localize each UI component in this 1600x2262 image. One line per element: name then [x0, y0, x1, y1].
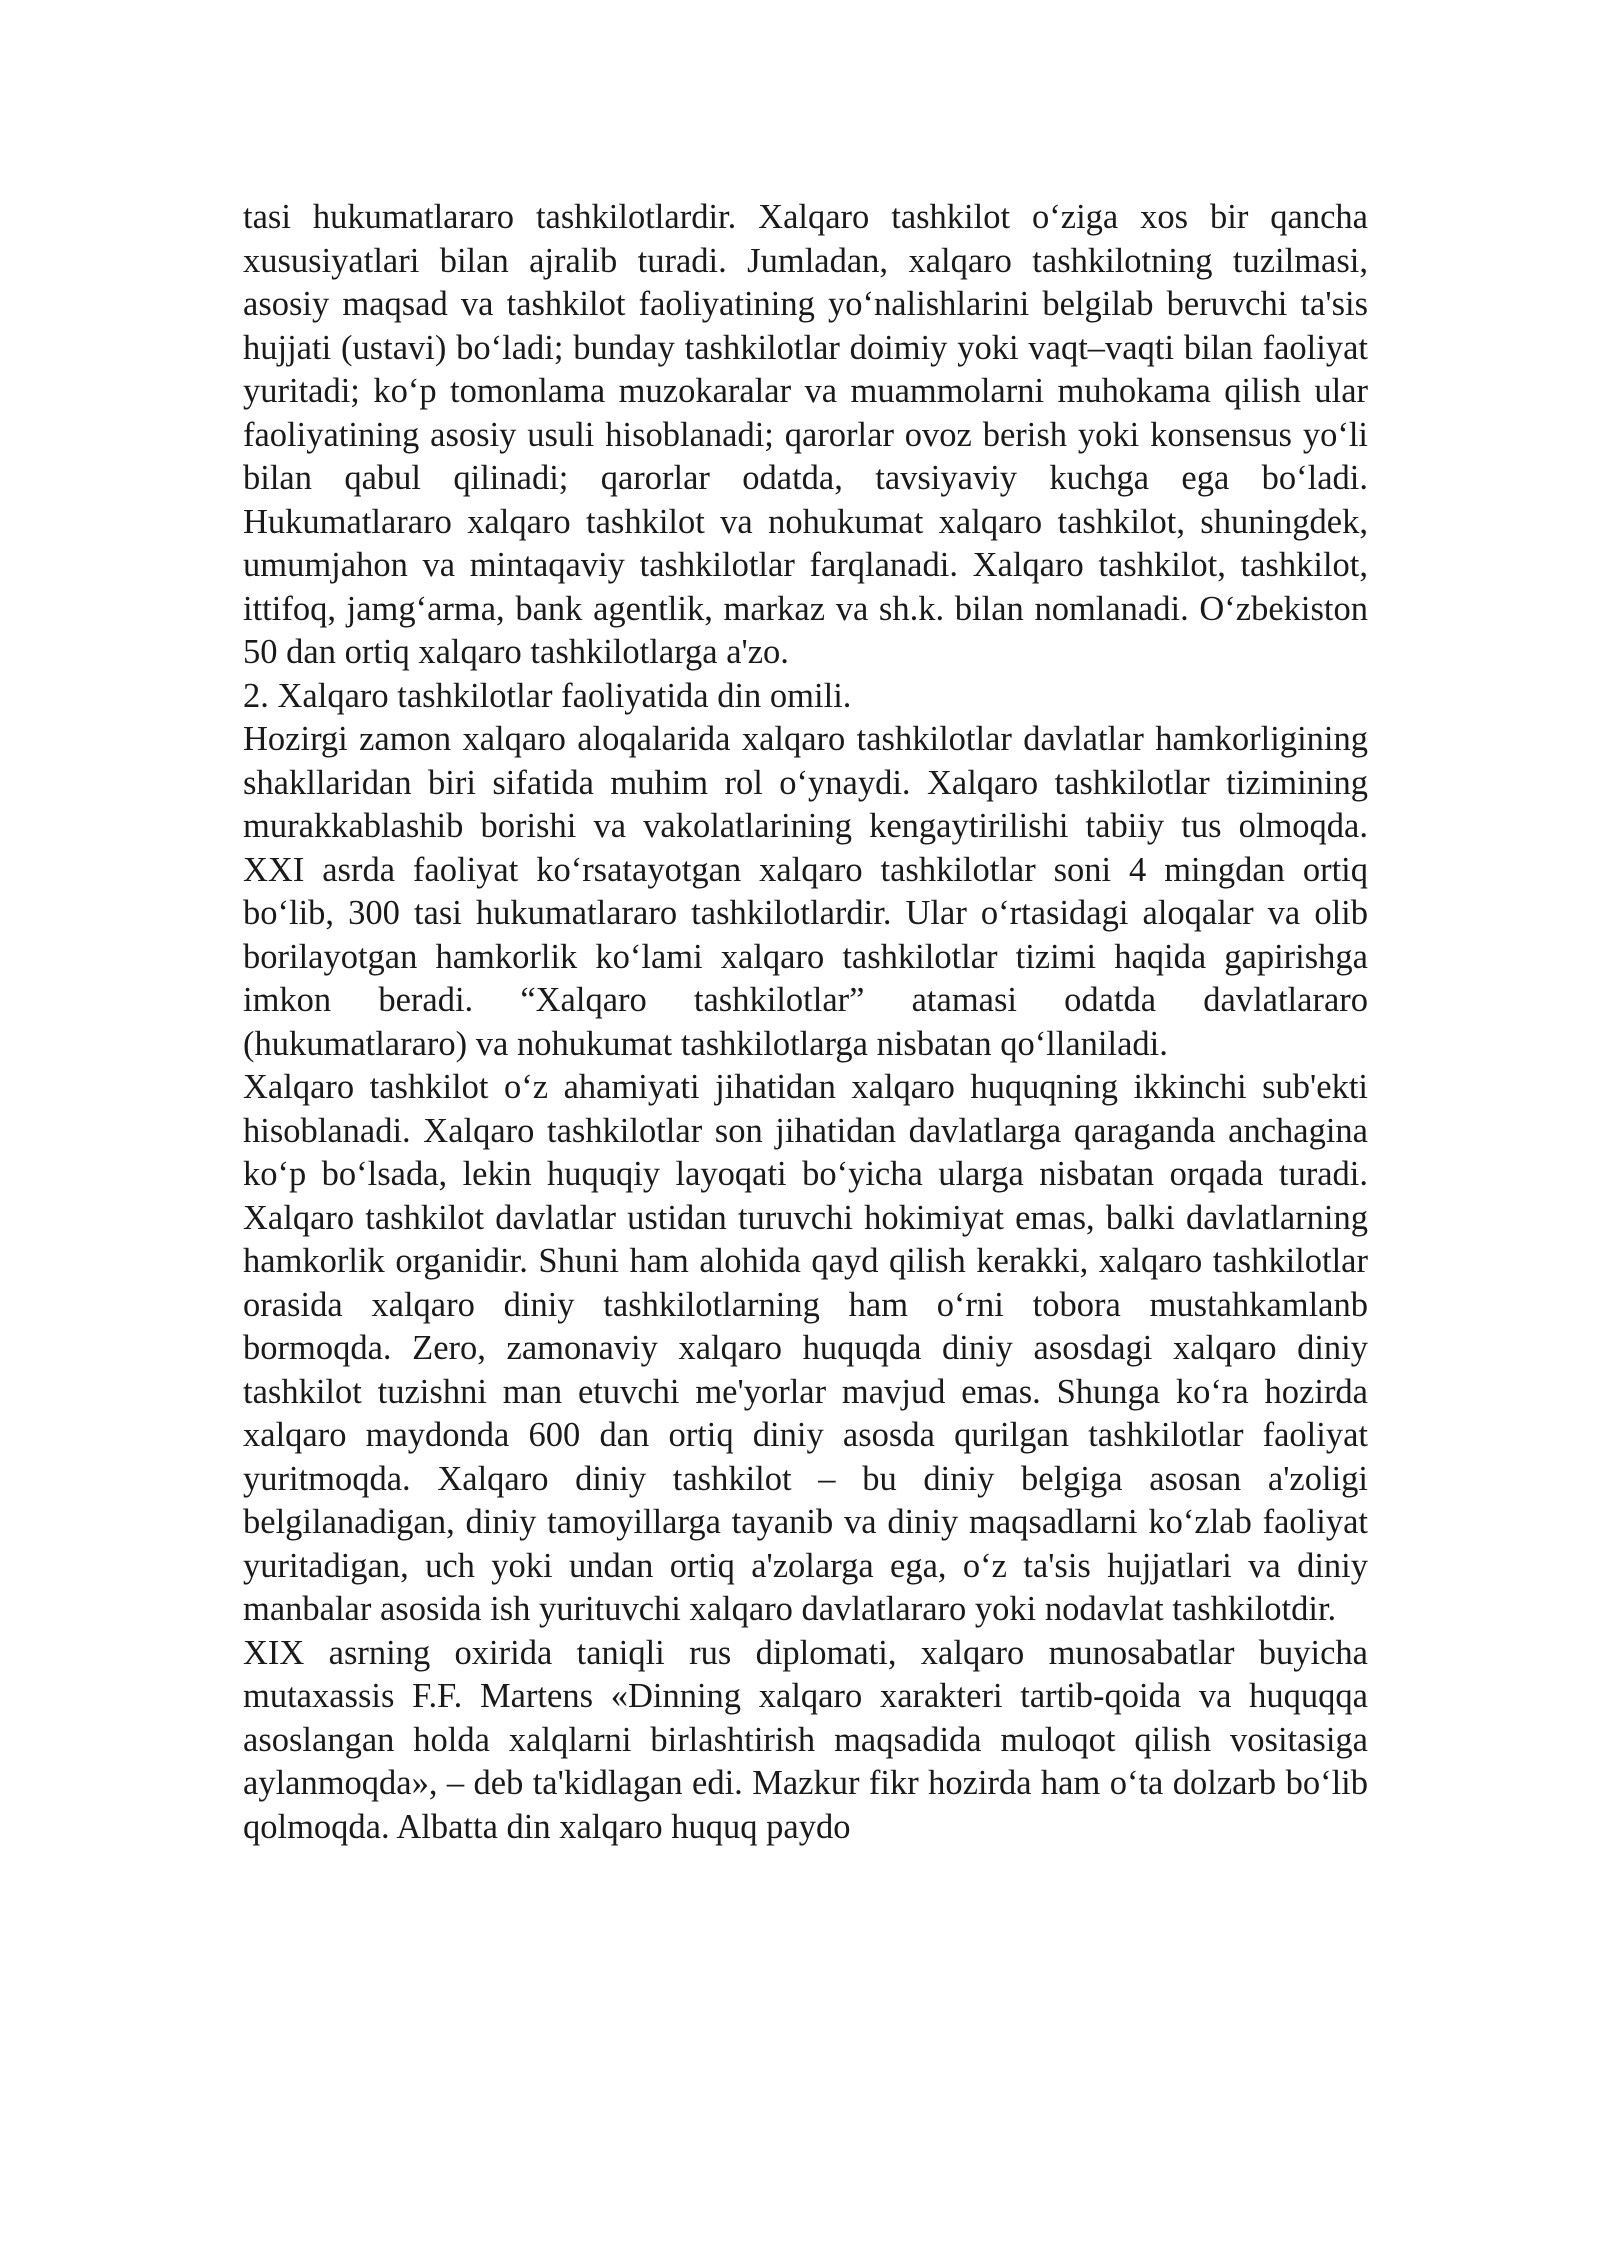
paragraph: Xalqaro tashkilot o‘z ahamiyati jihatidan xalqaro huquqning ikkinchi sub'ekti hisoblanadi. Xalqaro tashkilotlar son jihatidan davlatlarga qaraganda anchagina ko‘p bo‘lsada, lekin huquqiy layoqati bo‘yicha ularga nisbatan orqada turadi. Xalqaro tashkilot davlatlar ustidan turuvchi hokimiyat emas, balki davlatlarning hamkorlik organidir. Shuni ham alohida qayd qilish kerakki, xalqaro tashkilotlar orasida xalqaro diniy tashkilotlarning ham o‘rni tobora mustahkamlanb bormoqda. Zero, zamonaviy xalqaro huquqda diniy asosdagi xalqaro diniy tashkilot tuzishni man etuvchi me'yorlar mavjud emas. Shunga ko‘ra hozirda xalqaro maydonda 600 dan ortiq diniy asosda qurilgan tashkilotlar faoliyat yuritmoqda. Xalqaro diniy tashkilot – bu diniy belgiga asosan a'zoligi belgilanadigan, diniy tamoyillarga tayanib va diniy maqsadlarni ko‘zlab faoliyat yuritadigan, uch yoki undan ortiq a'zolarga ega, o‘z ta'sis hujjatlari va diniy manbalar asosida ish yurituvchi xalqaro davlatlararo yoki nodavlat tashkilotdir.	[243, 1068, 1368, 1628]
paragraph: Hozirgi zamon xalqaro aloqalarida xalqaro tashkilotlar davlatlar hamkorligining shakllaridan biri sifatida muhim rol o‘ynaydi. Xalqaro tashkilotlar tizimining murakkablashib borishi va vakolatlarining kengaytirilishi tabiiy tus olmoqda. XXI asrda faoliyat ko‘rsatayotgan xalqaro tashkilotlar soni 4 mingdan ortiq bo‘lib, 300 tasi hukumatlararo tashkilotlardir. Ular o‘rtasidagi aloqalar va olib borilayotgan hamkorlik ko‘lami xalqaro tashkilotlar tizimi haqida gapirishga imkon beradi. “Xalqaro tashkilotlar” atamasi odatda davlatlararo (hukumatlararo) va nohukumat tashkilotlarga nisbatan qo‘llaniladi.	[243, 720, 1368, 1063]
document-body	[243, 196, 1368, 1849]
paragraph-continuation: tasi hukumatlararo tashkilotlardir. Xalqaro tashkilot o‘ziga xos bir qancha xususiyatlari bilan ajralib turadi. Jumladan, xalqaro tashkilotning tuzilmasi, asosiy maqsad va tashkilot faoliyatining yo‘nalishlarini belgilab beruvchi ta'sis hujjati (ustavi) bo‘ladi; bunday tashkilotlar doimiy yoki vaqt–vaqti bilan faoliyat yuritadi; ko‘p tomonlama muzokaralar va muammolarni muhokama qilish ular faoliyatining asosiy usuli hisoblanadi; qarorlar ovoz berish yoki konsensus yo‘li bilan qabul qilinadi; qarorlar odatda, tavsiyaviy kuchga ega bo‘ladi. Hukumatlararo xalqaro tashkilot va nohukumat xalqaro tashkilot, shuningdek, umumjahon va mintaqaviy tashkilotlar farqlanadi. Xalqaro tashkilot, tashkilot, ittifoq, jamg‘arma, bank agentlik, markaz va sh.k. bilan nomlanadi. O‘zbekiston 50 dan ortiq xalqaro tashkilotlarga a'zo.	[243, 198, 1368, 671]
section-heading: 2. Xalqaro tashkilotlar faoliyatida din omili.	[243, 676, 852, 715]
paragraph: XIX asrning oxirida taniqli rus diplomati, xalqaro munosabatlar buyicha mutaxassis F.F. Martens «Dinning xalqaro xarakteri tartib-qoida va huquqqa asoslangan holda xalqlarni birlashtirish maqsadida muloqot qilish vositasiga aylanmoqda», – deb ta'kidlagan edi. Mazkur fikr hozirda ham o‘ta dolzarb bo‘lib qolmoqda. Albatta din xalqaro huquq paydo	[243, 1633, 1368, 1846]
